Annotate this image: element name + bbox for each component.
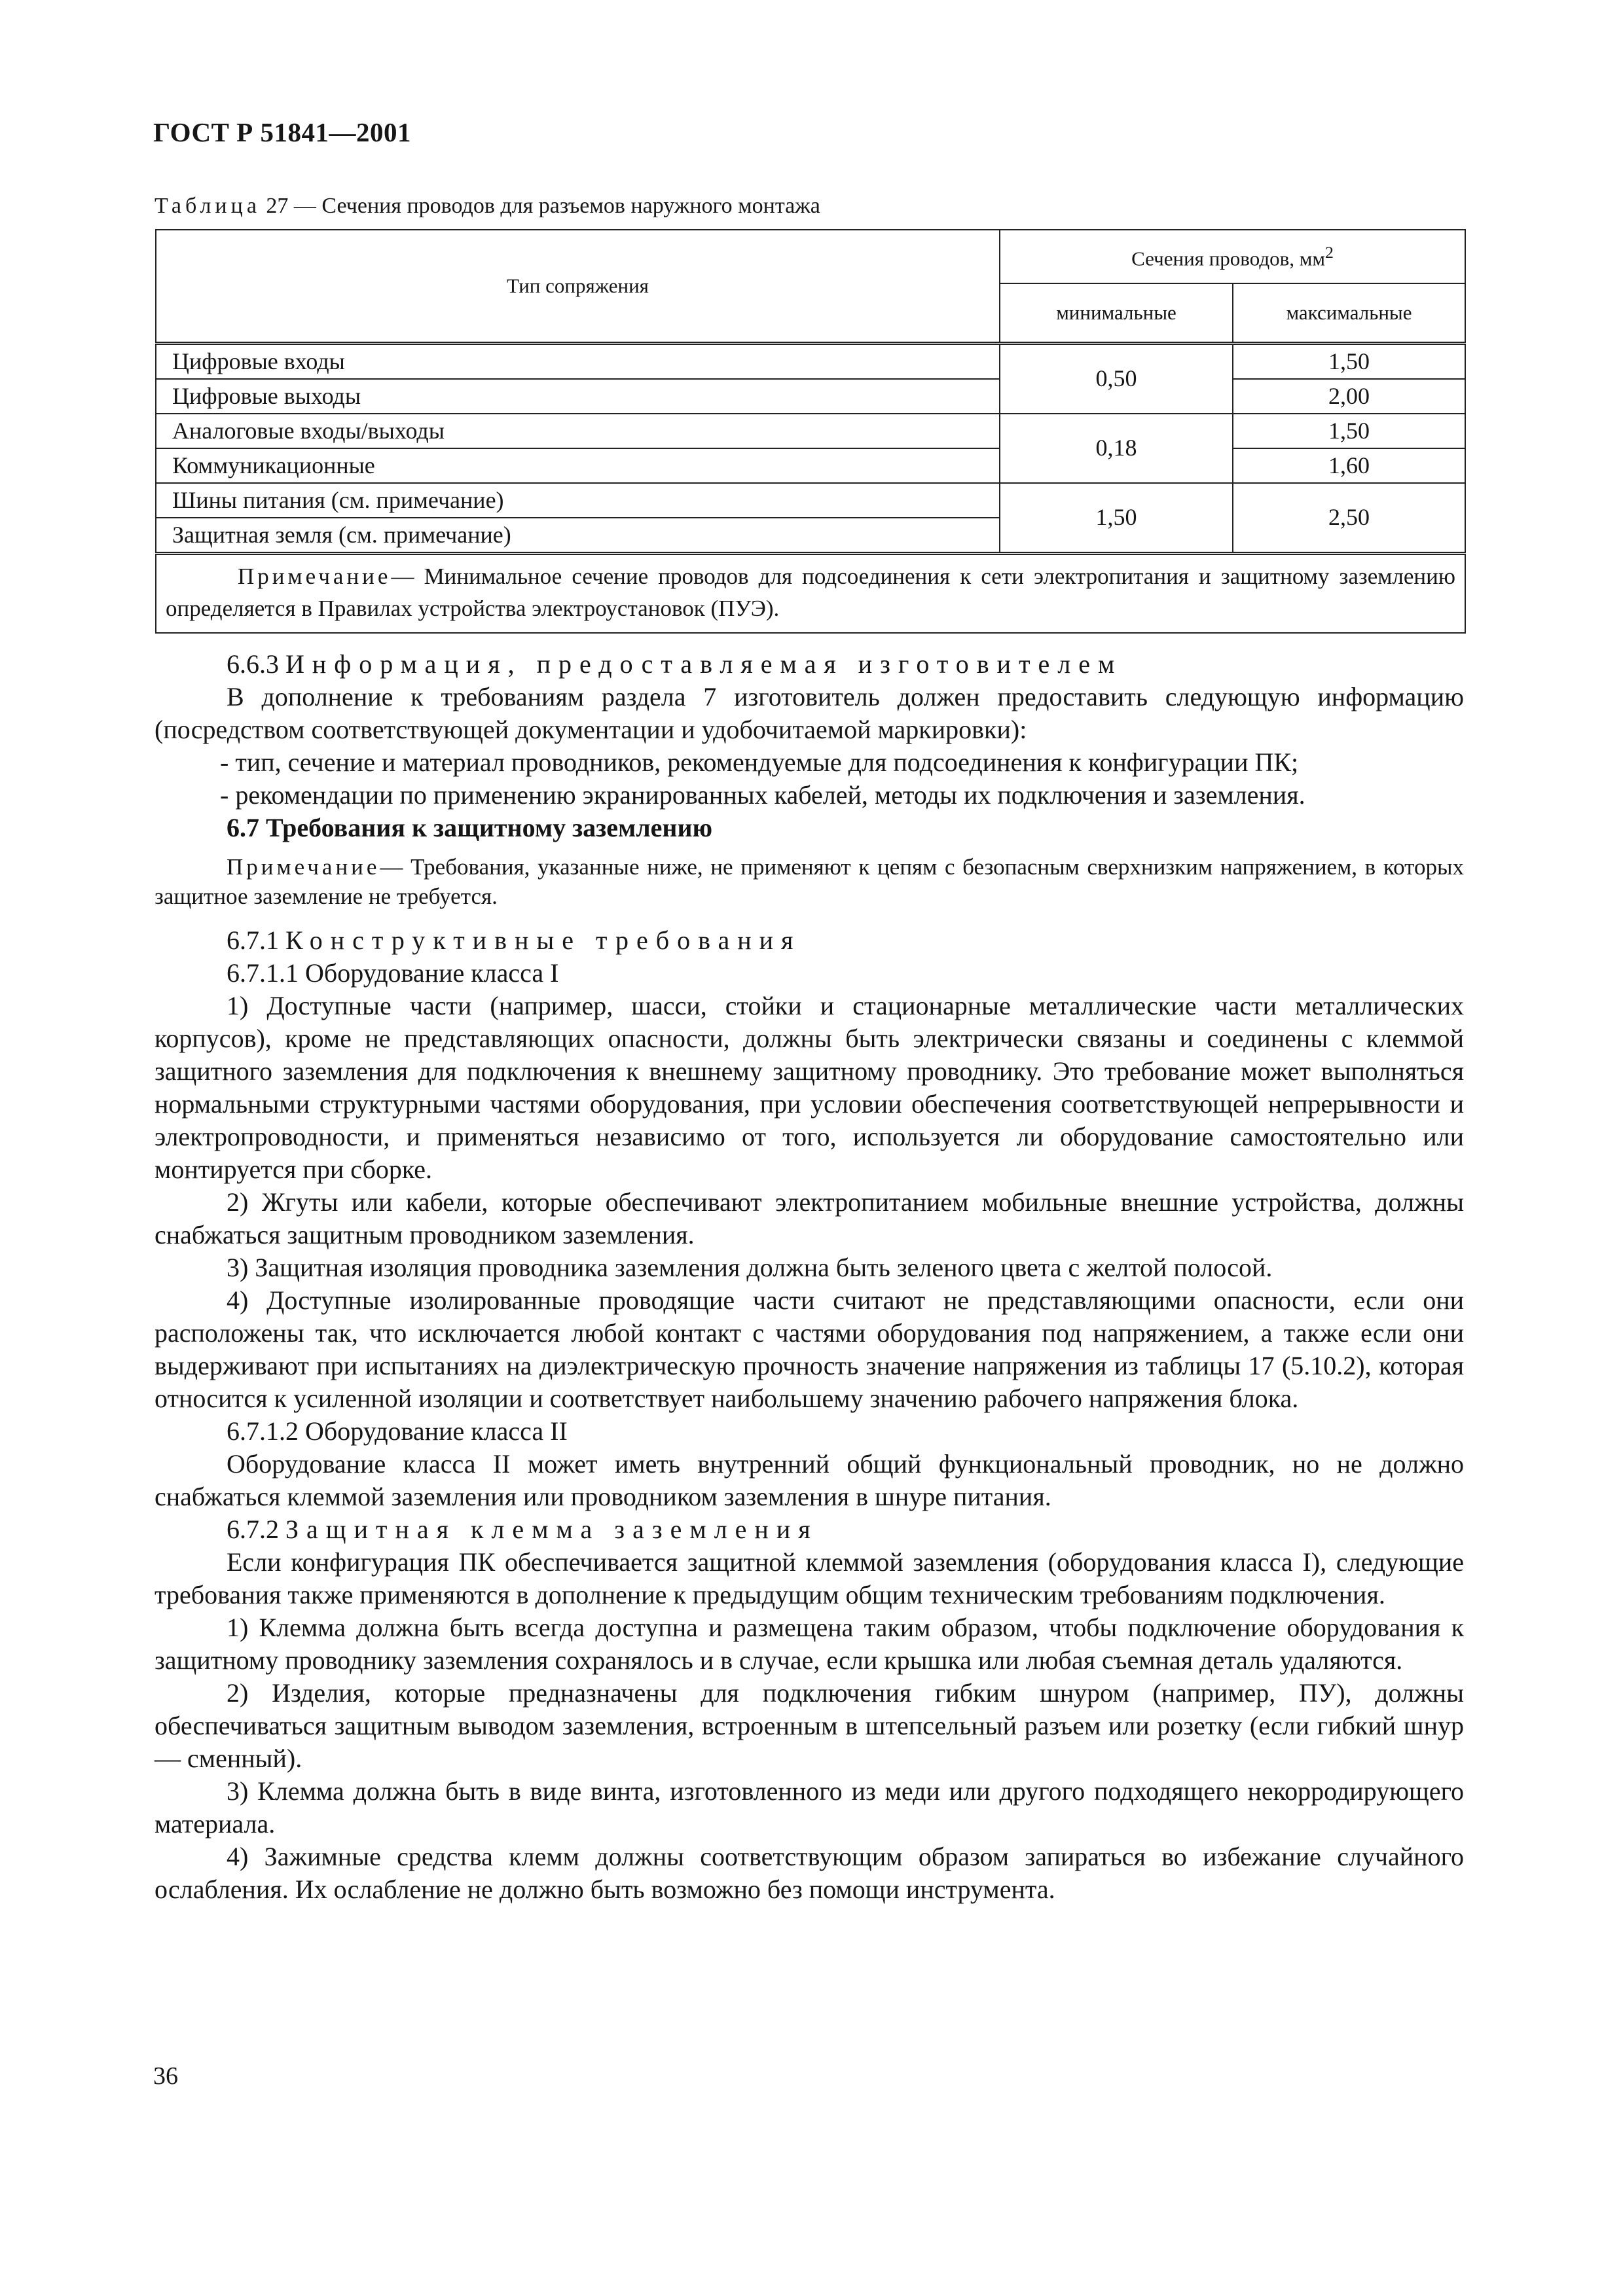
table-caption-title: 27 — Сечения проводов для разъемов наружного монтажа <box>260 194 820 218</box>
section-title: Конструктивные требования <box>285 925 801 955</box>
row-max: 2,50 <box>1233 483 1465 554</box>
paragraph: 3) Защитная изоляция проводника заземления должна быть зеленого цвета с желтой полосой. <box>227 1253 1273 1282</box>
dash-item: - рекомендации по применению экранированных кабелей, методы их подключения и заземления. <box>220 780 1305 810</box>
paragraph: 2) Жгуты или кабели, которые обеспечивают электропитанием мобильные внешние устройства, должны снабжаться защитным проводником заземления. <box>155 1187 1464 1249</box>
section-number: 6.7.2 <box>227 1515 285 1544</box>
row-min: 0,18 <box>1000 414 1233 483</box>
col-header-section <box>1000 230 1465 283</box>
section-title: Информация, предоставляемая изготовителем <box>285 649 1123 679</box>
row-max: 1,50 <box>1233 344 1465 380</box>
page-number: 36 <box>153 2062 178 2090</box>
table-note <box>156 554 1465 634</box>
paragraph: 3) Клемма должна быть в виде винта, изготовленного из меди или другого подходящего некорродирующего материала. <box>155 1776 1464 1839</box>
row-max: 1,50 <box>1233 414 1465 448</box>
table-row <box>156 448 1465 483</box>
paragraph: Если конфигурация ПК обеспечивается защитной клеммой заземления (оборудования класса I), следующие требования также применяются в дополнение к предыдущим общим техническим требованиям подключения. <box>155 1547 1464 1609</box>
paragraph: 1) Клемма должна быть всегда доступна и размещена таким образом, чтобы подключение оборудования к защитному проводнику заземления сохранялось и в случае, если крышка или любая съемная деталь удаляются. <box>155 1613 1464 1675</box>
row-min: 0,50 <box>1000 344 1233 414</box>
section-number: 6.6.3 <box>227 649 285 679</box>
section-6-7-1-2-heading: 6.7.1.2 Оборудование класса II <box>227 1416 568 1446</box>
paragraph: 4) Доступные изолированные проводящие части считают не представляющими опасности, если они расположены так, что исключается любой контакт с частями оборудования под напряжением, а также если они выдерживают при испытаниях на диэлектрическую прочность значение напряжения из таблицы 17 (5.10.2), которая относится к усиленной изоляции и соответствует наибольшему значению рабочего напряжения блока. <box>155 1285 1464 1413</box>
section-6-7-heading: 6.7 Требования к защитному заземлению <box>227 813 713 842</box>
row-label: Шины питания (см. примечание) <box>156 483 1000 518</box>
table-row <box>156 483 1465 518</box>
paragraph: 4) Зажимные средства клемм должны соответствующим образом запираться во избежание случайного ослабления. Их ослабление не должно быть возможно без помощи инструмента. <box>155 1842 1464 1904</box>
section-6-7-1-1-heading: 6.7.1.1 Оборудование класса I <box>227 958 559 988</box>
paragraph: 2) Изделия, которые предназначены для подключения гибким шнуром (например, ПУ), должны обеспечиваться защитным выводом заземления, встроенным в штепсельный разъем или розетку (если гибкий шнур — сменный). <box>155 1678 1464 1773</box>
table-note-text: — Минимальное сечение проводов для подсоединения к сети электропитания и защитному заземлению определяется в Правилах устройства электроустановок (ПУЭ). <box>166 564 1455 621</box>
col-header-section-text: Сечения проводов, мм <box>1131 247 1325 270</box>
note-label: Примечание <box>227 854 380 880</box>
row-max: 1,60 <box>1233 448 1465 483</box>
section-6-6-3-heading <box>155 648 1464 681</box>
table-caption <box>155 194 820 219</box>
section-note <box>155 852 1464 911</box>
table-row <box>156 379 1465 414</box>
wire-sections-table <box>155 229 1466 634</box>
table-row <box>156 344 1465 380</box>
paragraph: 1) Доступные части (например, шасси, стойки и стационарные металлические части металлических корпусов), кроме не представляющих опасности, должны быть электрически связаны и соединены с клеммой защитного заземления для подключения к внешнему защитному проводнику. Это требование может выполняться нормальными структурными частями оборудования, при условии обеспечения соответствующей непрерывности и электропроводности, и применяться независимо от того, используется ли оборудование самостоятельно или монтируется при сборке. <box>155 991 1464 1184</box>
section-number: 6.7.1 <box>227 925 285 955</box>
table-note-row <box>156 554 1465 634</box>
paragraph: Оборудование класса II может иметь внутренний общий функциональный проводник, но не должно снабжаться клеммой заземления или проводником заземления в шнуре питания. <box>155 1449 1464 1511</box>
section-title: Защитная клемма заземления <box>285 1515 818 1544</box>
row-max: 2,00 <box>1233 379 1465 414</box>
document-header: ГОСТ Р 51841—2001 <box>153 117 411 147</box>
col-header-min: минимальные <box>1000 283 1233 344</box>
table-caption-label: Таблица <box>155 194 261 218</box>
row-label: Цифровые выходы <box>156 379 1000 414</box>
document-body <box>155 648 1464 1906</box>
section-6-7-2-heading <box>155 1513 1464 1546</box>
row-label: Цифровые входы <box>156 344 1000 380</box>
row-label: Аналоговые входы/выходы <box>156 414 1000 448</box>
table-row <box>156 414 1465 448</box>
note-text: — Требования, указанные ниже, не применяют к цепям с безопасным сверхнизким напряжением, в которых защитное заземление не требуется. <box>155 854 1464 909</box>
row-label: Защитная земля (см. примечание) <box>156 518 1000 554</box>
paragraph: В дополнение к требованиям раздела 7 изготовитель должен предоставить следующую информацию (посредством соответствующей документации и удобочитаемой маркировки): <box>155 682 1464 744</box>
row-min: 1,50 <box>1000 483 1233 554</box>
row-label: Коммуникационные <box>156 448 1000 483</box>
col-header-type: Тип сопряжения <box>156 230 1000 344</box>
col-header-max: максимальные <box>1233 283 1465 344</box>
table-note-label: Примечание <box>238 564 392 589</box>
dash-item: - тип, сечение и материал проводников, рекомендуемые для подсоединения к конфигурации ПК; <box>220 747 1299 777</box>
section-6-7-1-heading <box>155 924 1464 957</box>
col-header-section-sup: 2 <box>1324 243 1334 262</box>
